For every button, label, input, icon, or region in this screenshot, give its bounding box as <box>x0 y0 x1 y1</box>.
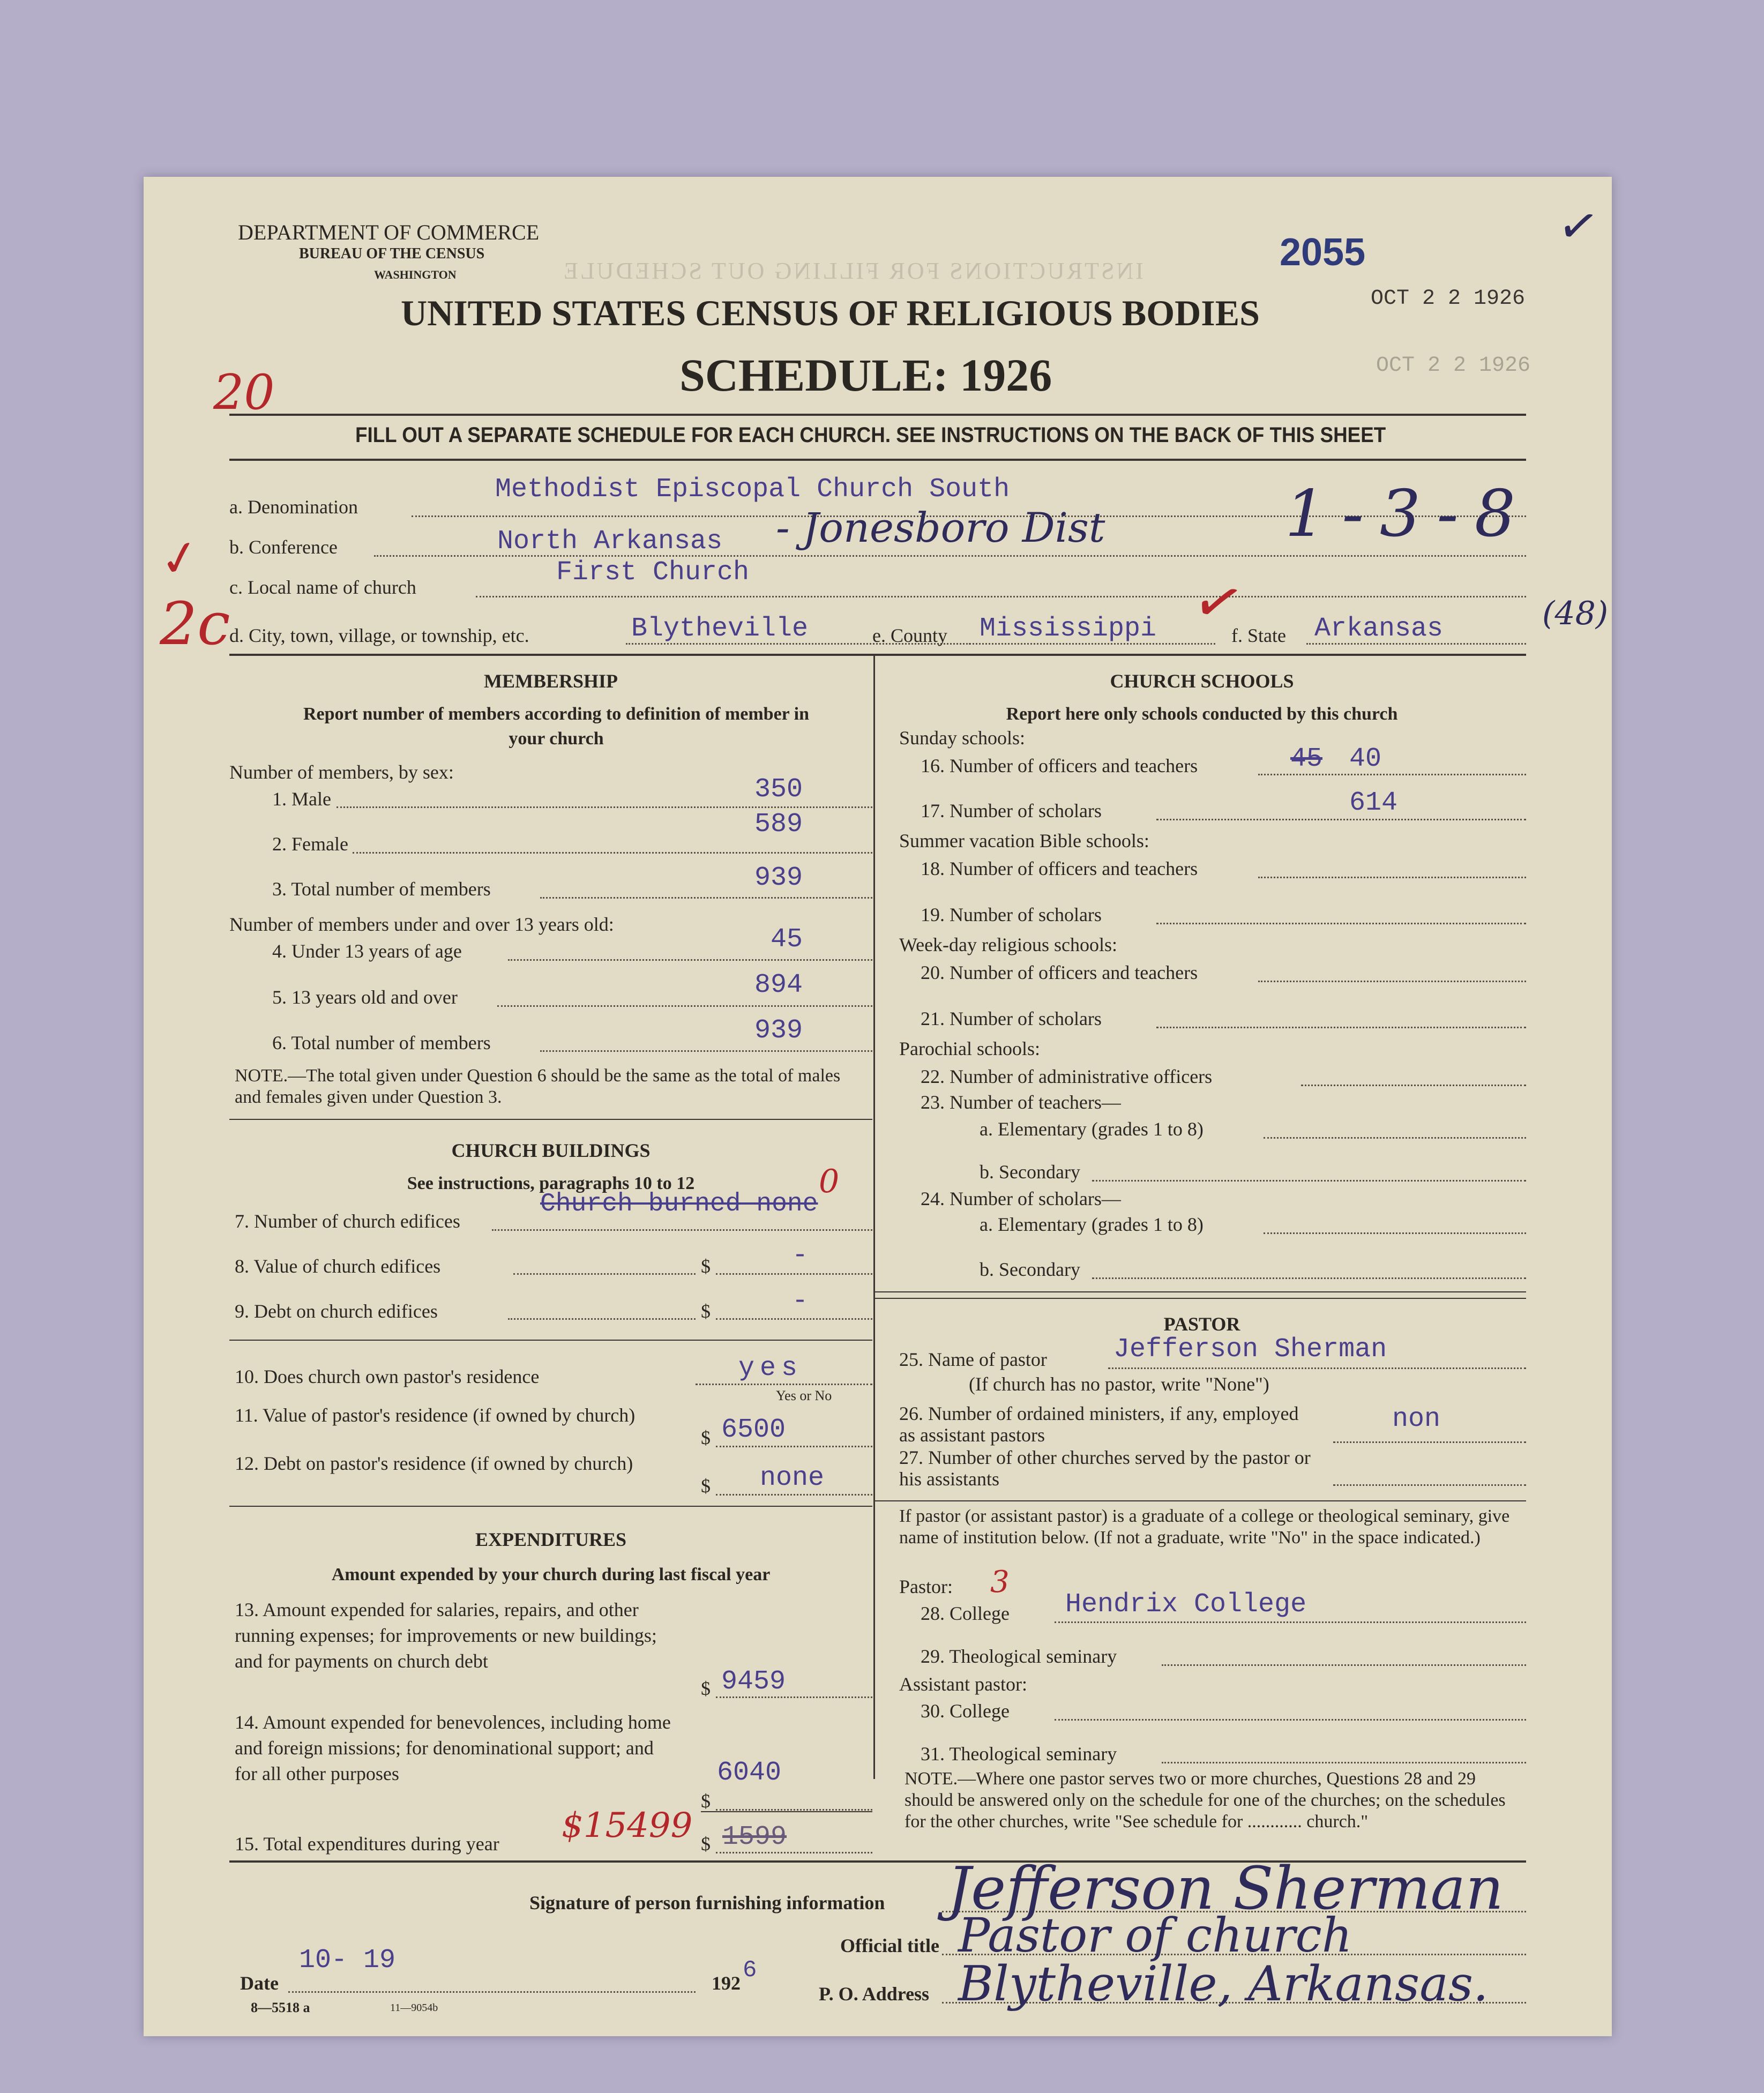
q25-label: 25. Name of pastor <box>899 1349 1047 1370</box>
code-handwritten: 1-3-8 <box>1285 477 1532 551</box>
denomination-value: Methodist Episcopal Church South <box>495 474 1010 505</box>
margin-number: 20 <box>213 364 275 421</box>
q19-label: 19. Number of scholars <box>921 904 1102 925</box>
edifices-handwritten-zero: 0 <box>819 1163 840 1200</box>
age-members-label: Number of members under and over 13 years old: <box>229 914 614 935</box>
q28-label: 28. College <box>921 1603 1010 1624</box>
q13-dollar: $ <box>701 1678 711 1699</box>
bureau-label: BUREAU OF THE CENSUS <box>299 245 485 262</box>
q22-label: 22. Number of administrative officers <box>921 1066 1213 1087</box>
q27-label: 27. Number of other churches served by the pastor or his assistants <box>899 1447 1311 1490</box>
state-code: (48) <box>1542 595 1609 632</box>
signature-value: Jefferson Sherman <box>947 1854 1504 1923</box>
q21-label: 21. Number of scholars <box>921 1008 1102 1029</box>
q13-value: 9459 <box>721 1666 786 1697</box>
edifice-debt-value: - <box>792 1286 809 1317</box>
red-margin-mark: 2c <box>160 589 230 658</box>
q17-value: 614 <box>1349 788 1398 818</box>
pastor-sub-label: Pastor: <box>899 1576 953 1597</box>
residence-debt-label: 12. Debt on pastor's residence (if owned by church) <box>235 1453 633 1474</box>
identity-bottom-rule <box>229 654 1526 656</box>
received-stamp: OCT 2 2 1926 <box>1371 287 1526 311</box>
q23a-label: a. Elementary (grades 1 to 8) <box>980 1118 1204 1140</box>
q16-label: 16. Number of officers and teachers <box>921 755 1198 776</box>
state-value: Arkansas <box>1314 614 1444 644</box>
male-value: 350 <box>754 774 803 805</box>
year-suffix: 6 <box>743 1957 757 1984</box>
total-members-label: 3. Total number of members <box>272 878 491 900</box>
edifice-value-value: - <box>792 1240 809 1271</box>
header-top-rule <box>229 414 1526 416</box>
q23-label: 23. Number of teachers— <box>921 1092 1121 1113</box>
q20-label: 20. Number of officers and teachers <box>921 962 1198 983</box>
expenditures-heading: EXPENDITURES <box>475 1529 627 1550</box>
state-label: f. State <box>1231 625 1286 646</box>
q30-label: 30. College <box>921 1700 1010 1722</box>
received-stamp-faint: OCT 2 2 1926 <box>1376 354 1531 378</box>
q25-value: Jefferson Sherman <box>1113 1334 1387 1365</box>
q24-label: 24. Number of scholars— <box>921 1188 1121 1209</box>
county-label: e. County <box>872 625 947 646</box>
date-label: Date <box>240 1972 279 1994</box>
po-address-label: P. O. Address <box>819 1983 930 2005</box>
pastor-note: NOTE.—Where one pastor serves two or more churches, Questions 28 and 29 should be answered only on the schedule for one of the churches; on the schedules for the other churches, write "See schedule for ............ church." <box>905 1769 1506 1832</box>
red-check-mark-1: ✓ <box>155 529 205 589</box>
form-title: UNITED STATES CENSUS OF RELIGIOUS BODIES <box>401 293 1260 333</box>
expenditures-subheading: Amount expended by your church during last fiscal year <box>331 1565 771 1584</box>
edifice-value-label: 8. Value of church edifices <box>235 1255 441 1277</box>
pastor-mark: 3 <box>990 1565 1010 1599</box>
yes-no-hint: Yes or No <box>776 1388 832 1403</box>
q15-dollar: $ <box>701 1833 711 1855</box>
female-value: 589 <box>754 809 803 840</box>
official-title-value: Pastor of church <box>958 1908 1352 1963</box>
buildings-heading: CHURCH BUILDINGS <box>451 1140 651 1161</box>
instructions-banner: FILL OUT A SEPARATE SCHEDULE FOR EACH CHURCH. SEE INSTRUCTIONS ON THE BACK OF THIS SHEET <box>355 423 1386 447</box>
membership-note: NOTE.—The total given under Question 6 should be the same as the total of males and females given under Question 3. <box>235 1066 841 1107</box>
corner-check-mark: ✓ <box>1553 197 1603 257</box>
residence-debt-value: none <box>760 1463 825 1493</box>
city-value: Blytheville <box>631 614 809 644</box>
print-code: 11—9054b <box>390 2002 438 2014</box>
residence-value-dollar: $ <box>701 1427 711 1448</box>
over-13-value: 894 <box>754 970 803 1000</box>
residence-label: 10. Does church own pastor's residence <box>235 1366 540 1387</box>
schedule-year: SCHEDULE: 1926 <box>679 349 1052 401</box>
q28-value: Hendrix College <box>1065 1589 1307 1620</box>
residence-value-label: 11. Value of pastor's residence (if owned by church) <box>235 1404 636 1426</box>
q24b-label: b. Secondary <box>980 1259 1080 1280</box>
edifice-value-dollar: $ <box>701 1255 711 1277</box>
q14-dollar: $ <box>701 1790 711 1812</box>
header-bottom-rule <box>229 459 1526 461</box>
q24a-label: a. Elementary (grades 1 to 8) <box>980 1214 1204 1235</box>
signature-label: Signature of person furnishing information <box>529 1892 885 1913</box>
weekday-schools-label: Week-day religious schools: <box>899 934 1118 955</box>
total-members-value: 939 <box>754 863 803 893</box>
residence-value: yes <box>738 1353 803 1384</box>
edifice-debt-dollar: $ <box>701 1300 711 1322</box>
pastor-heading: PASTOR <box>1163 1313 1240 1335</box>
form-code: 8—5518 a <box>251 2000 310 2015</box>
q26-value: non <box>1392 1404 1441 1434</box>
q15-label: 15. Total expenditures during year <box>235 1833 499 1855</box>
q25-hint: (If church has no pastor, write "None") <box>969 1373 1269 1395</box>
sunday-schools-label: Sunday schools: <box>899 727 1026 749</box>
city-label: WASHINGTON <box>374 268 457 281</box>
city-label: d. City, town, village, or township, etc. <box>229 625 529 646</box>
census-schedule-sheet <box>144 177 1612 2036</box>
membership-subheading: Report number of members according to definition of member in your church <box>303 704 809 749</box>
q15-value: 1599 <box>722 1822 787 1852</box>
q16-struck-value: 45 <box>1290 744 1323 774</box>
q16-value: 40 <box>1349 744 1382 774</box>
schools-subheading: Report here only schools conducted by this church <box>1006 704 1398 724</box>
po-address-value: Blytheville, Arkansas. <box>958 1956 1489 2012</box>
q13-label: 13. Amount expended for salaries, repairs, and other running expenses; for improvements or new buildings; and for payments on church debt <box>235 1599 657 1672</box>
serial-number: 2055 <box>1280 231 1366 274</box>
year-prefix: 192 <box>712 1972 741 1994</box>
residence-value-value: 6500 <box>721 1415 786 1445</box>
membership-heading: MEMBERSHIP <box>483 670 618 692</box>
schools-heading: CHURCH SCHOOLS <box>1110 670 1294 692</box>
edifices-label: 7. Number of church edifices <box>235 1210 460 1232</box>
members-by-sex-label: Number of members, by sex: <box>229 761 454 783</box>
q15-handwritten-total: $15499 <box>562 1806 693 1845</box>
q14-label: 14. Amount expended for benevolences, including home and foreign missions; for denominational support; and for all other purposes <box>235 1711 671 1784</box>
under-13-value: 45 <box>771 924 803 955</box>
q31-label: 31. Theological seminary <box>921 1743 1117 1765</box>
denomination-label: a. Denomination <box>229 496 358 518</box>
conference-district-handwritten: - Jonesboro Dist <box>776 504 1105 551</box>
official-title-label: Official title <box>840 1935 939 1956</box>
male-label: 1. Male <box>272 788 331 810</box>
local-name-label: c. Local name of church <box>229 577 416 598</box>
total-members-age-value: 939 <box>754 1015 803 1046</box>
q23b-label: b. Secondary <box>980 1161 1080 1183</box>
q14-value: 6040 <box>717 1758 782 1788</box>
conference-label: b. Conference <box>229 536 338 558</box>
graduate-instructions: If pastor (or assistant pastor) is a graduate of a college or theological seminary, give name of institution below. (If not a graduate, write "No" in the space indicated.) <box>899 1506 1510 1548</box>
under-13-label: 4. Under 13 years of age <box>272 940 462 962</box>
conference-value: North Arkansas <box>497 526 723 557</box>
q17-label: 17. Number of scholars <box>921 800 1102 821</box>
edifice-debt-label: 9. Debt on church edifices <box>235 1300 438 1322</box>
department-label: DEPARTMENT OF COMMERCE <box>238 220 540 244</box>
date-value: 10- 19 <box>299 1945 396 1976</box>
q18-label: 18. Number of officers and teachers <box>921 858 1198 879</box>
female-label: 2. Female <box>272 833 348 855</box>
red-check-mark-2: ✓ <box>1186 565 1251 641</box>
county-value: Mississippi <box>980 614 1157 644</box>
edifices-value: Church burned none <box>540 1190 818 1219</box>
parochial-schools-label: Parochial schools: <box>899 1038 1040 1059</box>
q26-label: 26. Number of ordained ministers, if any, employed as assistant pastors <box>899 1403 1299 1446</box>
q29-label: 29. Theological seminary <box>921 1646 1117 1667</box>
bleed-through-text: INSTRUCTIONS FOR FILLING OUT SCHEDULE <box>562 258 1143 284</box>
column-divider <box>873 654 875 1779</box>
assistant-pastor-label: Assistant pastor: <box>899 1673 1027 1695</box>
residence-debt-dollar: $ <box>701 1475 711 1497</box>
local-name-value: First Church <box>556 557 750 588</box>
total-members-age-label: 6. Total number of members <box>272 1032 491 1053</box>
summer-schools-label: Summer vacation Bible schools: <box>899 830 1149 851</box>
buildings-subheading: See instructions, paragraphs 10 to 12 <box>407 1173 695 1193</box>
over-13-label: 5. 13 years old and over <box>272 986 458 1008</box>
